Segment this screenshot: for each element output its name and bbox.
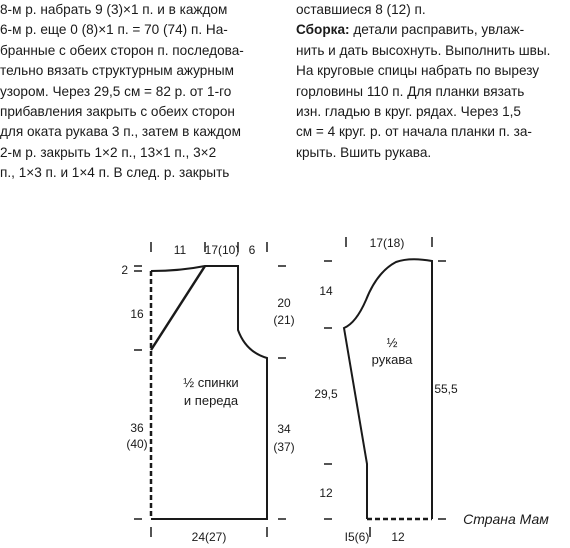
text-line: горловины 110 п. Для планки вязать xyxy=(296,83,525,99)
text-line: 8-м р. набрать 9 (3)×1 п. и в каждом xyxy=(0,2,228,17)
text-line: узором. Через 29,5 см = 82 р. от 1-го xyxy=(0,83,232,99)
dim-bottom-width: 24(27) xyxy=(191,530,227,544)
body-labels xyxy=(121,243,294,544)
text-line: см = 4 круг. р. от начала планки п. за- xyxy=(296,124,532,140)
text-line: изн. гладью в круг. рядах. Через 1,5 xyxy=(296,104,521,120)
dim-sleeve-top: 17(18) xyxy=(369,236,405,250)
text-line: крыть. Вшить рукава. xyxy=(296,144,432,160)
dim-bottom-right: 12 xyxy=(391,530,405,544)
sleeve-schematic xyxy=(324,237,446,537)
text-fragment: детали расправить, увлаж- xyxy=(349,22,525,38)
dim-shaping-height: 29,5 xyxy=(314,387,338,401)
dim-bottom-left: I5(6) xyxy=(344,530,370,544)
text-line: тельно вязать структурным ажурным xyxy=(0,63,234,79)
dim-cuff-height: 12 xyxy=(319,486,333,500)
dim-body-height: 36 xyxy=(130,421,144,435)
body-title-line2: и переда xyxy=(183,393,239,408)
sleeve-labels xyxy=(314,236,458,544)
text-line: оставшиеся 8 (12) п. xyxy=(296,2,426,17)
dim-armhole-height: 20 xyxy=(277,296,291,310)
dim-top-mid: 17(10) xyxy=(204,243,240,257)
dim-top-left: 11 xyxy=(173,243,187,257)
dim-armhole-height-alt: (21) xyxy=(273,313,295,327)
text-line: прибавления закрыть с обеих сторон xyxy=(0,104,235,120)
sleeve-title-line1: ½ xyxy=(386,335,398,350)
dim-neck-depth: 16 xyxy=(130,307,144,321)
front-neckline xyxy=(151,266,205,350)
dim-body-height-alt: (40) xyxy=(126,437,148,451)
text-line: 6-м р. еще 0 (8)×1 п. = 70 (74) п. На- xyxy=(0,22,228,38)
text-line: 2-м р. закрыть 1×2 п., 13×1 п., 3×2 xyxy=(0,144,217,160)
sleeve-title-line2: рукава xyxy=(371,352,413,367)
sleeve-outline xyxy=(344,259,432,519)
text-line: На круговые спицы набрать по вырезу xyxy=(296,63,540,79)
dim-total-length: 55,5 xyxy=(434,382,458,396)
assembly-heading: Сборка: xyxy=(296,22,350,38)
text-line: для оката рукава 3 п., затем в каждом xyxy=(0,124,241,140)
dim-cap-height: 14 xyxy=(319,284,333,298)
body-title-line1: ½ спинки xyxy=(183,375,239,390)
dim-shoulder-drop: 2 xyxy=(121,263,128,277)
text-line: п., 1×3 п. и 1×4 п. В след. р. закрыть xyxy=(0,165,230,181)
dim-side-height-alt: (37) xyxy=(273,440,295,454)
watermark-logo: Страна Мам xyxy=(463,511,549,527)
dim-side-height: 34 xyxy=(277,422,291,436)
dim-top-right: 6 xyxy=(248,243,256,257)
text-line: нить и дать высохнуть. Выполнить швы. xyxy=(296,42,551,58)
text-line: бранные с обеих сторон п. последова- xyxy=(0,42,244,58)
